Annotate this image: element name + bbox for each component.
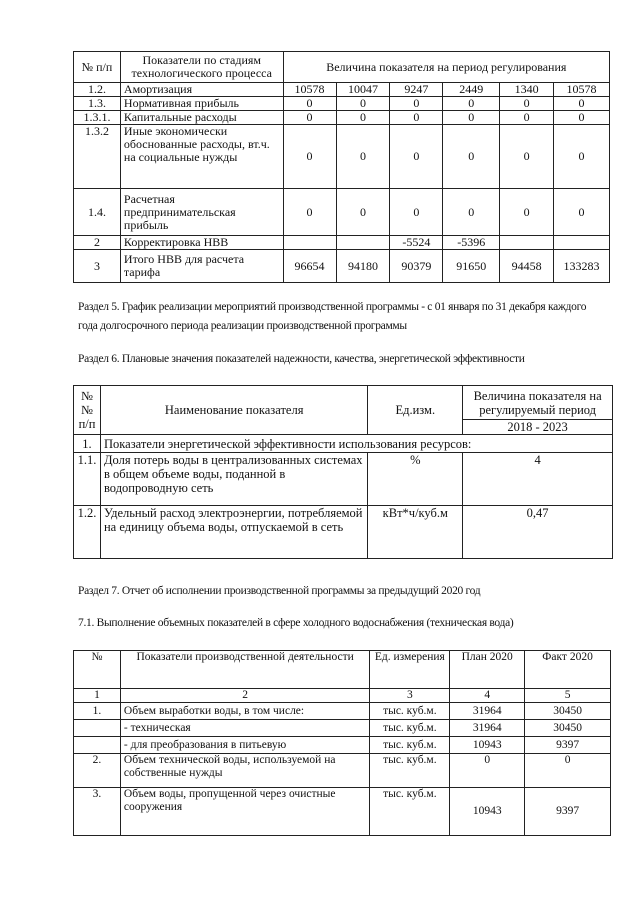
row-name: Объем технической воды, используемой на собственные нужды (120, 754, 369, 788)
group-name: Показатели энергетической эффективности использования ресурсов: (100, 435, 612, 453)
cell-value: 0 (500, 189, 554, 236)
cell-value: 0 (554, 189, 610, 236)
row-name: - техническая (120, 720, 369, 737)
cell-value: 0 (283, 125, 336, 189)
row-plan: 31964 (450, 703, 525, 720)
row-unit: % (368, 453, 463, 506)
header-value: Величина показателя на регулируемый период (463, 386, 613, 420)
row-num: 3 (74, 250, 121, 283)
table-row (74, 435, 613, 453)
header-unit: Ед. измерения (370, 651, 450, 689)
row-name: Объем воды, пропущенной через очистные сооружения (120, 788, 369, 836)
column-number: 1 (74, 689, 121, 703)
row-fact: 9397 (525, 788, 611, 836)
row-plan: 0 (450, 754, 525, 788)
row-value: 0,47 (463, 506, 613, 559)
cell-value: 0 (443, 111, 500, 125)
row-num: 1.2. (74, 506, 101, 559)
table-row (74, 506, 613, 559)
header-num: №№ п/п (74, 386, 101, 435)
row-name: Объем выработки воды, в том числе: (120, 703, 369, 720)
cell-value: -5524 (390, 236, 443, 250)
cell-value: 0 (554, 125, 610, 189)
cell-value: 10047 (336, 83, 390, 97)
cell-value: 0 (336, 189, 390, 236)
column-number: 3 (370, 689, 450, 703)
cell-value: 0 (390, 111, 443, 125)
row-value: 4 (463, 453, 613, 506)
cell-value: 2449 (443, 83, 500, 97)
header-period: 2018 - 2023 (463, 420, 613, 435)
header-plan: План 2020 (450, 651, 525, 689)
cell-value: 0 (500, 125, 554, 189)
cell-value: 0 (554, 97, 610, 111)
row-plan: 31964 (450, 720, 525, 737)
row-num: 1. (74, 703, 121, 720)
table-header-row (74, 386, 613, 420)
cell-value: 0 (336, 125, 390, 189)
cell-value: 0 (443, 189, 500, 236)
row-name: - для преобразования в питьевую (120, 737, 369, 754)
row-num: 1.3. (74, 97, 121, 111)
table-row (74, 788, 611, 836)
table-row (74, 703, 611, 720)
row-unit: тыс. куб.м. (370, 737, 450, 754)
row-name: Доля потерь воды в централизованных системах в общем объеме воды, поданной в водопроводную сеть (100, 453, 367, 506)
row-fact: 30450 (525, 720, 611, 737)
row-fact: 30450 (525, 703, 611, 720)
row-num: 2. (74, 754, 121, 788)
row-name: Иные экономически обоснованные расходы, вт.ч. на социальные нужды (120, 125, 283, 189)
section7-title: Раздел 7. Отчет об исполнении производственной программы за предыдущий 2020 год (78, 585, 481, 597)
column-number: 5 (525, 689, 611, 703)
row-plan: 10943 (450, 788, 525, 836)
row-name: Корректировка НВВ (120, 236, 283, 250)
cell-value: 0 (336, 111, 390, 125)
table-row (74, 111, 610, 125)
column-number-row (74, 689, 611, 703)
header-indicator: Показатели по стадиям технологического процесса (120, 52, 283, 83)
table-row (74, 754, 611, 788)
cell-value (336, 236, 390, 250)
cell-value: 1340 (500, 83, 554, 97)
table-row (74, 236, 610, 250)
header-unit: Ед.изм. (368, 386, 463, 435)
header-name: Показатели производственной деятельности (120, 651, 369, 689)
cell-value: 133283 (554, 250, 610, 283)
table-header-row (74, 52, 610, 83)
row-plan: 10943 (450, 737, 525, 754)
row-name: Капитальные расходы (120, 111, 283, 125)
cell-value: 0 (283, 111, 336, 125)
table-row (74, 97, 610, 111)
row-num: 1.2. (74, 83, 121, 97)
table-row (74, 250, 610, 283)
table-header-row (74, 651, 611, 689)
indicators-table (73, 385, 613, 559)
table-row (74, 125, 610, 189)
row-unit: тыс. куб.м. (370, 720, 450, 737)
cell-value: 10578 (283, 83, 336, 97)
header-name: Наименование показателя (100, 386, 367, 435)
row-num (74, 720, 121, 737)
row-name: Амортизация (120, 83, 283, 97)
cell-value: 0 (443, 97, 500, 111)
cell-value: 90379 (390, 250, 443, 283)
cell-value: 0 (283, 97, 336, 111)
row-name: Итого НВВ для расчета тарифа (120, 250, 283, 283)
cell-value: 0 (390, 189, 443, 236)
row-unit: кВт*ч/куб.м (368, 506, 463, 559)
row-num: 1.1. (74, 453, 101, 506)
cell-value: 91650 (443, 250, 500, 283)
table-row (74, 83, 610, 97)
cell-value: -5396 (443, 236, 500, 250)
row-num: 1.3.2 (74, 125, 121, 189)
row-name: Нормативная прибыль (120, 97, 283, 111)
table-row (74, 720, 611, 737)
cell-value: 10578 (554, 83, 610, 97)
cell-value: 0 (390, 97, 443, 111)
section6-title: Раздел 6. Плановые значения показателей надежности, качества, энергетической эффективности (78, 353, 525, 365)
cell-value: 0 (500, 111, 554, 125)
row-unit: тыс. куб.м. (370, 703, 450, 720)
row-num: 3. (74, 788, 121, 836)
cell-value: 0 (390, 125, 443, 189)
tariff-table (73, 51, 610, 283)
header-fact: Факт 2020 (525, 651, 611, 689)
column-number: 4 (450, 689, 525, 703)
section5-line2: года долгосрочного периода реализации производственной программы (78, 320, 407, 332)
cell-value: 0 (443, 125, 500, 189)
cell-value (554, 236, 610, 250)
cell-value: 0 (554, 111, 610, 125)
header-num: № (74, 651, 121, 689)
row-name: Удельный расход электроэнергии, потребляемой на единицу объема воды, отпускаемой в сеть (100, 506, 367, 559)
row-unit: тыс. куб.м. (370, 754, 450, 788)
cell-value: 0 (336, 97, 390, 111)
column-number: 2 (120, 689, 369, 703)
row-num: 1.4. (74, 189, 121, 236)
cell-value: 94180 (336, 250, 390, 283)
table-row (74, 453, 613, 506)
report-table (73, 650, 611, 836)
header-period: Величина показателя на период регулирования (283, 52, 609, 83)
row-num: 1. (74, 435, 101, 453)
header-num: № п/п (74, 52, 121, 83)
row-num: 1.3.1. (74, 111, 121, 125)
table-row (74, 737, 611, 754)
cell-value: 0 (283, 189, 336, 236)
cell-value: 94458 (500, 250, 554, 283)
row-unit: тыс. куб.м. (370, 788, 450, 836)
row-fact: 9397 (525, 737, 611, 754)
cell-value: 9247 (390, 83, 443, 97)
cell-value (283, 236, 336, 250)
section5-line1: Раздел 5. График реализации мероприятий производственной программы - с 01 января по 31 декабря каждого (78, 301, 587, 313)
cell-value: 96654 (283, 250, 336, 283)
cell-value (500, 236, 554, 250)
row-name: Расчетная предпринимательская прибыль (120, 189, 283, 236)
row-fact: 0 (525, 754, 611, 788)
cell-value: 0 (500, 97, 554, 111)
table-row (74, 189, 610, 236)
row-num: 2 (74, 236, 121, 250)
section71-title: 7.1. Выполнение объемных показателей в сфере холодного водоснабжения (техническая вода) (78, 617, 514, 629)
row-num (74, 737, 121, 754)
